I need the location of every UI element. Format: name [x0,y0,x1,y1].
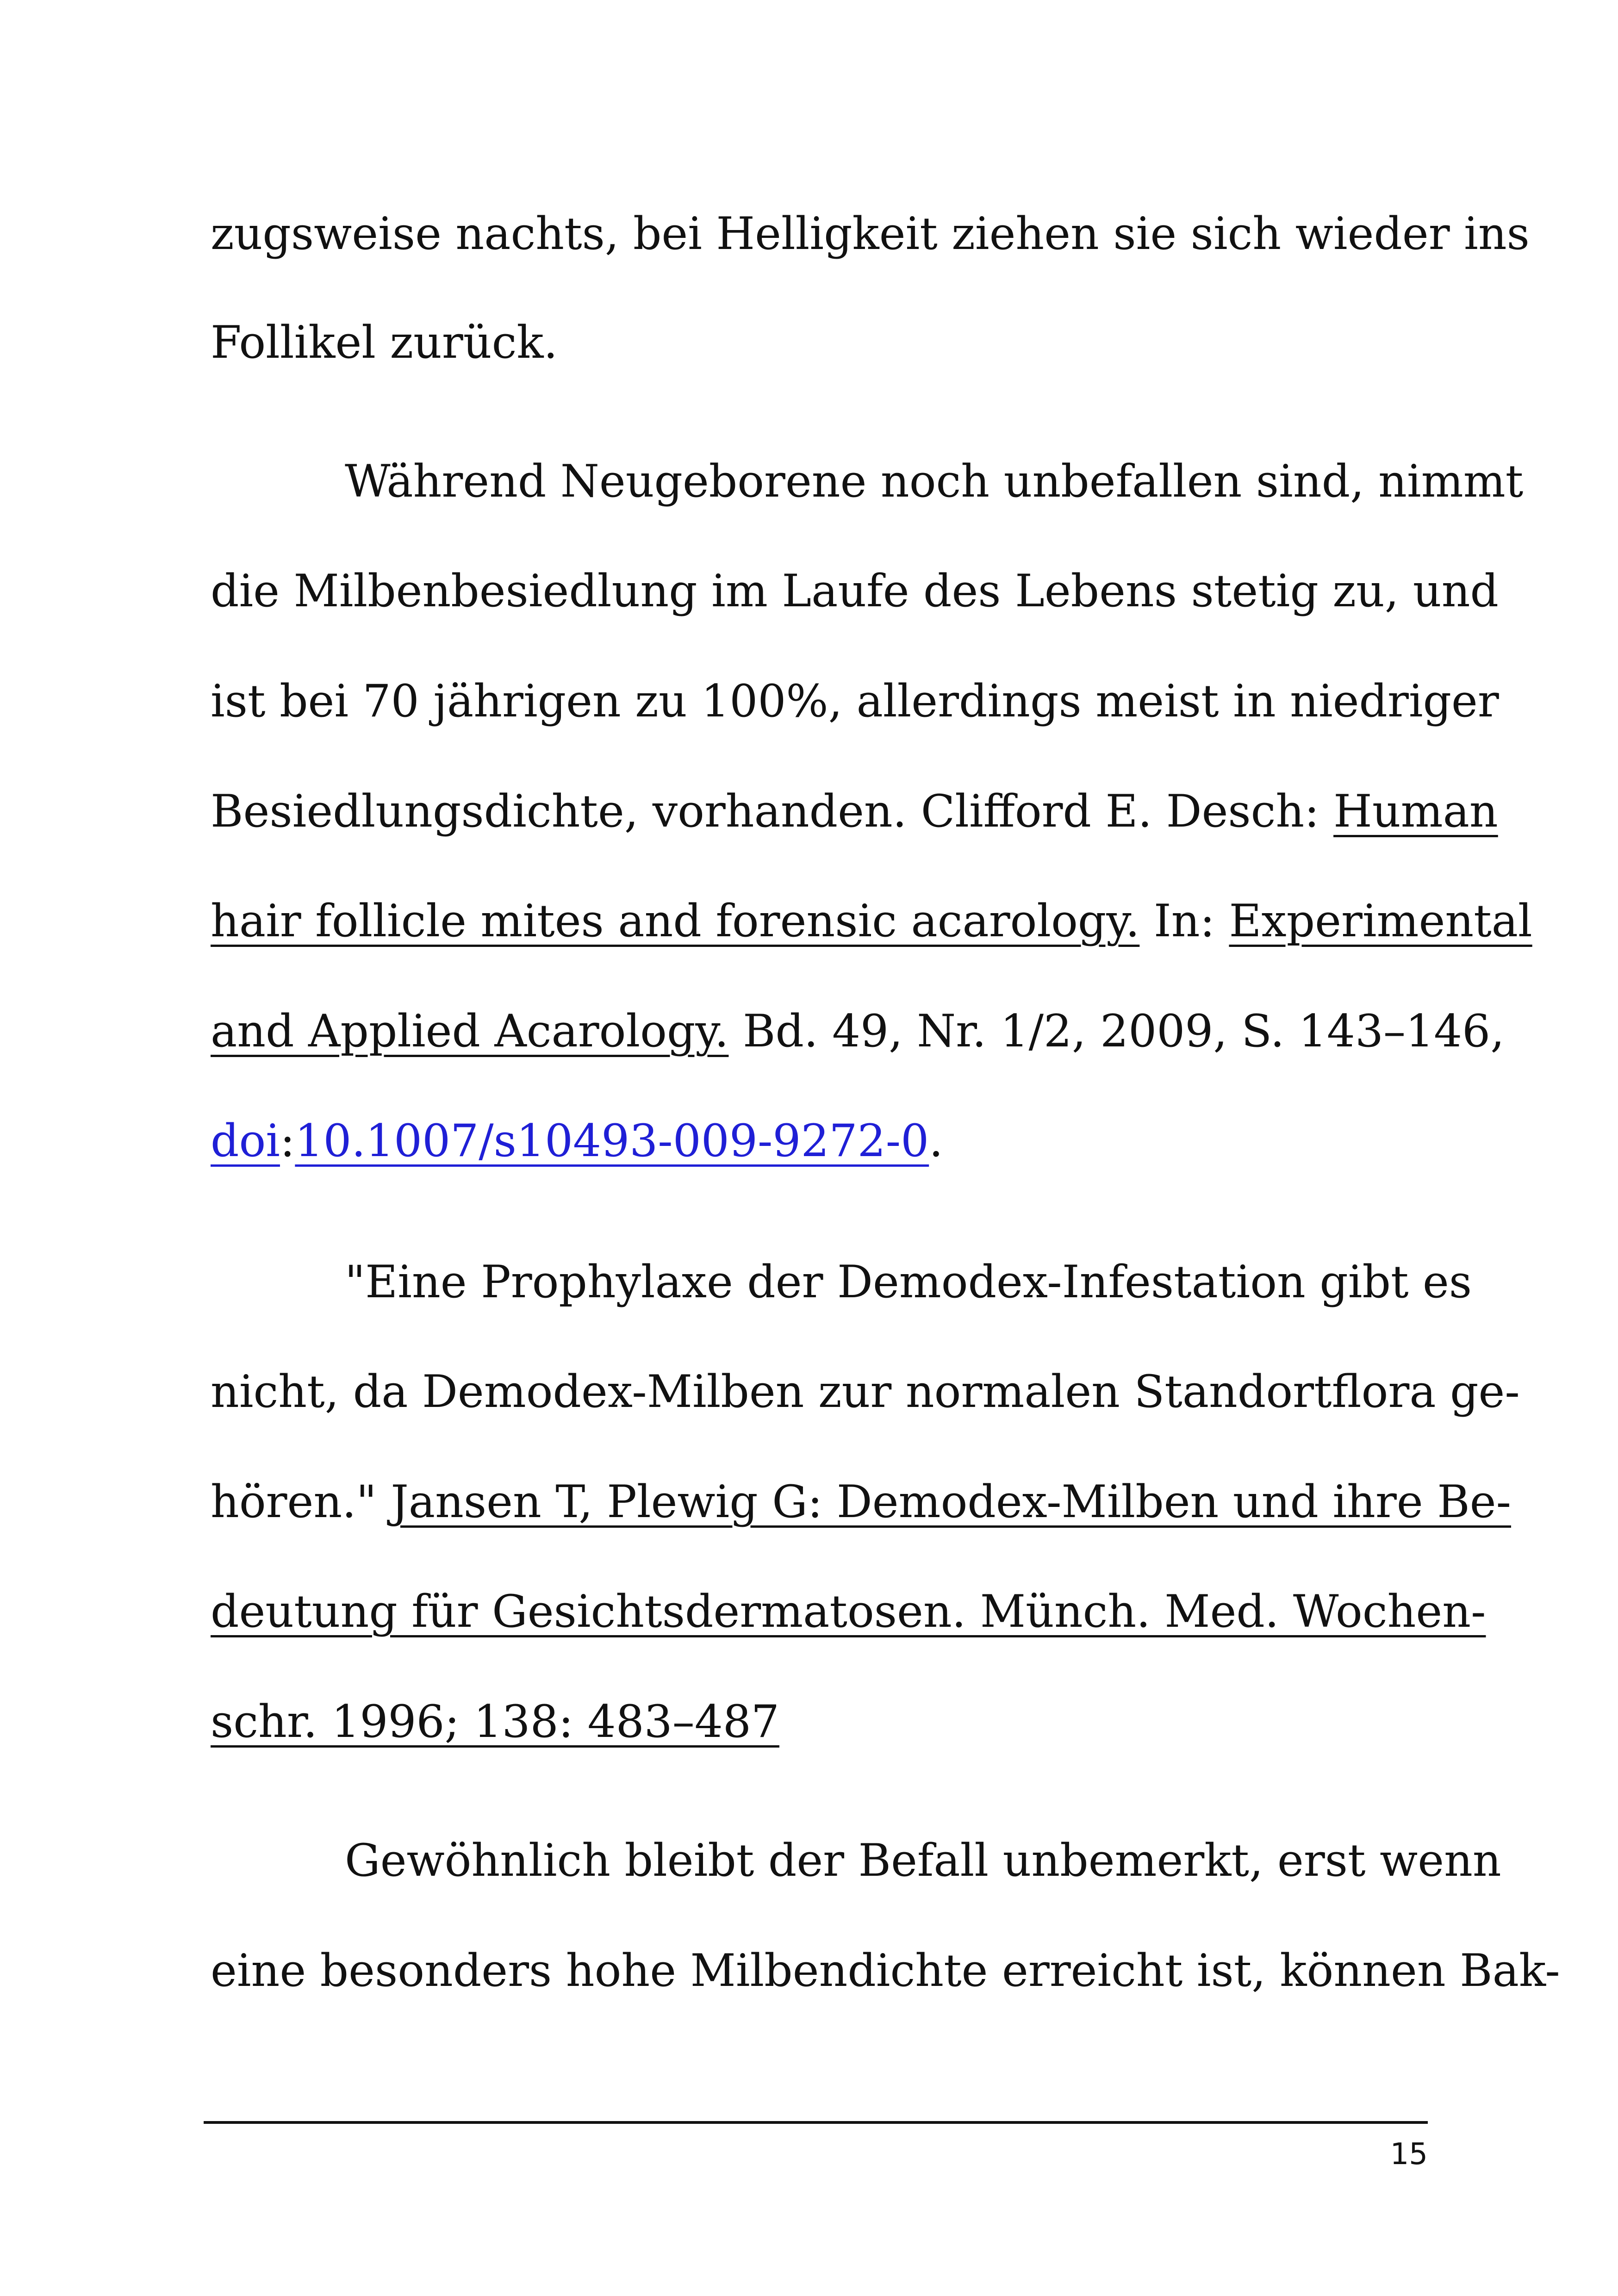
paragraph-4-line-2: eine besonders hohe Milbendichte erreicht ist, können Bak- [211,1945,1560,1997]
paragraph-3-line-5 [211,1689,1423,1754]
footer-divider [204,2121,1428,2124]
paragraph-3-line-1: "Eine Prophylaxe der Demodex-Infestation gibt es [345,1256,1472,1308]
paragraph-2-line-2: die Milbenbesiedlung im Laufe des Lebens stetig zu, und [211,565,1499,617]
citation-link-jansen-plewig-cont[interactable]: deutung für Gesichtsdermatosen. Münch. Med. Wochen- [211,1586,1486,1637]
doi-link[interactable]: doi [211,1115,280,1167]
line-text: hören." [211,1476,377,1528]
doi-separator: : [280,1115,295,1167]
paragraph-3-line-3 [211,1469,1512,1534]
page-number: 15 [1390,2137,1428,2172]
doi-number-link[interactable]: 10.1007/s10493-009-9272-0 [295,1115,929,1167]
paragraph-2-line-6 [211,999,1505,1064]
paragraph-1-line-2: Follikel zurück. [211,317,558,368]
line-text: In: [1153,895,1215,947]
citation-link-article-title[interactable]: hair follicle mites and forensic acarology. [211,895,1140,947]
paragraph-1-line-1: zugsweise nachts, bei Helligkeit ziehen sie sich wieder ins [211,208,1530,260]
paragraph-2-line-5 [211,889,1532,953]
line-text: Bd. 49, Nr. 1/2, 2009, S. 143–146, [742,1005,1505,1057]
citation-link-jansen-plewig[interactable]: Jansen T, Plewig G: Demodex-Milben und ihre Be- [391,1476,1512,1528]
paragraph-3-line-2: nicht, da Demodex-Milben zur normalen Standortflora ge- [211,1366,1520,1418]
line-end: . [929,1115,943,1167]
paragraph-4-line-1: Gewöhnlich bleibt der Befall unbemerkt, erst wenn [345,1835,1501,1886]
citation-link-journal-experimental[interactable]: Experimental [1229,895,1532,947]
paragraph-2-line-1: Während Neugeborene noch unbefallen sind, nimmt [345,455,1524,507]
paragraph-3-line-4 [211,1579,1486,1644]
paragraph-2-line-7 [211,1108,1423,1173]
paragraph-2-line-4 [211,779,1498,844]
citation-link-human[interactable]: Human [1333,785,1498,837]
paragraph-2-line-3: ist bei 70 jährigen zu 100%, allerdings meist in niedriger [211,675,1499,727]
citation-link-journal-applied-acarology[interactable]: and Applied Acarology. [211,1005,729,1057]
citation-link-jansen-plewig-end[interactable]: schr. 1996; 138: 483–487 [211,1696,779,1748]
line-text: Besiedlungsdichte, vorhanden. Clifford E. Desch: [211,785,1319,837]
